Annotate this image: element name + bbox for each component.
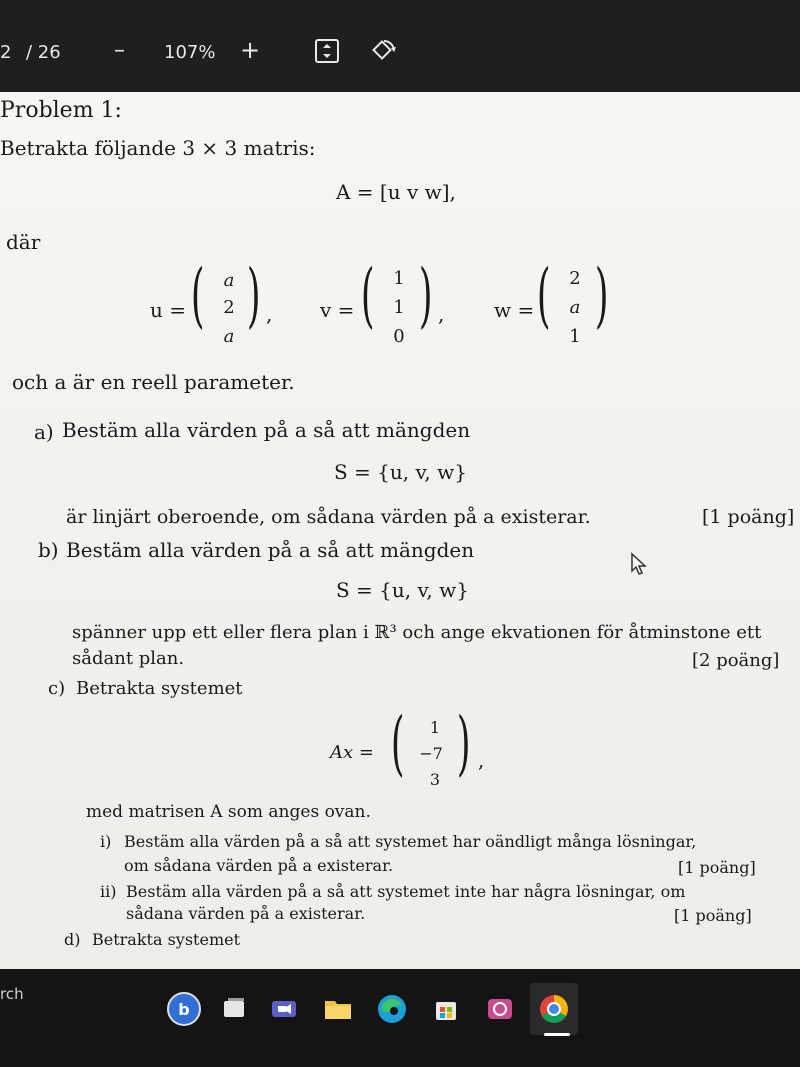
left-paren: ( — [190, 254, 205, 336]
separator: , — [478, 748, 485, 772]
left-paren: ( — [536, 254, 551, 336]
part-b-followup-line1: spänner upp ett eller flera plan i ℝ³ och ange ekvationen för åtminstone ett — [72, 622, 762, 643]
taskbar — [0, 969, 800, 1067]
zoom-level[interactable]: 107% — [164, 42, 216, 63]
part-a-label: a) — [34, 420, 54, 444]
part-a-set: S = {u, v, w} — [334, 460, 467, 484]
pdf-page — [0, 92, 800, 969]
v-entry: 1 — [393, 268, 405, 289]
mouse-cursor-icon — [630, 552, 648, 576]
v-entry: 0 — [393, 326, 405, 347]
part-b-set: S = {u, v, w} — [336, 578, 469, 602]
left-paren: ( — [360, 254, 375, 336]
w-entry: 2 — [569, 268, 581, 289]
part-c-text: Betrakta systemet — [76, 678, 243, 699]
part-c-ii-label: ii) — [100, 882, 117, 901]
right-paren: ) — [456, 702, 471, 784]
bing-icon[interactable] — [164, 989, 204, 1029]
part-c-i-line1: Bestäm alla värden på a så att systemet har oändligt många lösningar, — [124, 832, 697, 851]
part-c-i-line2: om sådana värden på a existerar. — [124, 856, 394, 875]
w-label: w = — [494, 298, 535, 322]
u-label: u = — [150, 298, 186, 322]
u-entry: 2 — [223, 297, 235, 318]
zoom-out-button[interactable]: – — [114, 38, 125, 63]
separator: , — [438, 302, 445, 326]
part-c-i-label: i) — [100, 832, 112, 851]
right-paren: ) — [246, 254, 261, 336]
page-total: / 26 — [26, 42, 61, 63]
system-lhs: Ax = — [330, 742, 374, 763]
part-c-followup: med matrisen A som anges ovan. — [86, 802, 371, 822]
part-a-text: Bestäm alla värden på a så att mängden — [62, 418, 471, 442]
part-d-label: d) — [64, 930, 81, 949]
v-entry: 1 — [393, 297, 405, 318]
u-entry: a — [223, 326, 235, 347]
part-c-i-points: [1 poäng] — [678, 858, 756, 877]
problem-heading: Problem 1: — [0, 98, 122, 123]
separator: , — [266, 302, 273, 326]
pdf-toolbar — [0, 0, 800, 92]
rhs-entry: 3 — [429, 770, 441, 789]
intro-text: Betrakta följande 3 × 3 matris: — [0, 136, 316, 160]
part-b-followup-line2: sådant plan. — [72, 648, 185, 669]
w-entry: 1 — [569, 326, 581, 347]
parameter-text: och a är en reell parameter. — [12, 370, 295, 394]
part-d-text: Betrakta systemet — [92, 930, 241, 949]
chrome-icon[interactable] — [534, 989, 574, 1029]
rhs-entry: −7 — [419, 744, 443, 763]
part-a-points: [1 poäng] — [702, 506, 795, 528]
meet-icon[interactable] — [264, 989, 304, 1029]
part-b-points: [2 poäng] — [692, 650, 780, 671]
page-current[interactable]: 2 — [0, 42, 12, 63]
file-explorer-icon[interactable] — [318, 989, 358, 1029]
edge-icon[interactable] — [372, 989, 412, 1029]
zoom-in-button[interactable]: + — [240, 36, 261, 64]
u-entry: a — [223, 270, 235, 291]
part-b-label: b) — [38, 538, 59, 562]
left-paren: ( — [390, 702, 405, 784]
photos-icon[interactable] — [480, 989, 520, 1029]
v-label: v = — [320, 298, 355, 322]
active-indicator — [544, 1033, 570, 1036]
search-box[interactable]: rch — [0, 985, 24, 1003]
fit-page-icon[interactable] — [314, 38, 340, 64]
w-entry: a — [569, 297, 581, 318]
right-paren: ) — [418, 254, 433, 336]
matrix-definition: A = [u v w], — [336, 180, 456, 204]
part-c-ii-line1: Bestäm alla värden på a så att systemet inte har några lösningar, om — [126, 882, 686, 901]
part-b-text: Bestäm alla värden på a så att mängden — [66, 538, 475, 562]
dar-text: där — [6, 230, 41, 254]
rotate-icon[interactable] — [370, 38, 396, 64]
store-icon[interactable] — [426, 989, 466, 1029]
part-c-label: c) — [48, 678, 66, 699]
part-c-ii-line2: sådana värden på a existerar. — [126, 904, 366, 923]
rhs-entry: 1 — [429, 718, 441, 737]
part-c-ii-points: [1 poäng] — [674, 906, 752, 925]
task-view-icon[interactable] — [214, 989, 254, 1029]
part-a-followup: är linjärt oberoende, om sådana värden på a existerar. — [66, 506, 591, 528]
right-paren: ) — [594, 254, 609, 336]
svg-text:b: b — [178, 1000, 190, 1019]
